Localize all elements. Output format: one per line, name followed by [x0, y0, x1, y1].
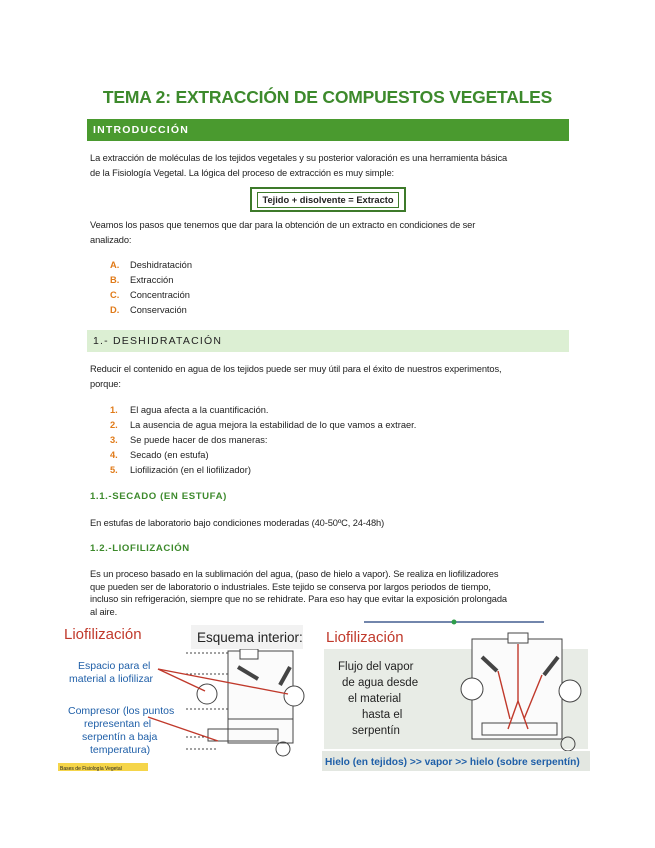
page-title: TEMA 2: EXTRACCIÓN DE COMPUESTOS VEGETALES [102, 87, 553, 107]
text-line: Es un proceso basado en la sublimación del agua, (paso de hielo a vapor). Se realiza en liofilizadores [90, 569, 499, 579]
list-item-text: La ausencia de agua mejora la estabilidad de lo que vamos a extraer. [130, 420, 417, 430]
list-marker: A. [110, 260, 120, 270]
figure-left-title: Liofilización [64, 626, 142, 643]
text-line: porque: [90, 379, 121, 389]
section-heading-introduccion: INTRODUCCIÓN [87, 119, 569, 141]
label-compresor-1: Compresor (los puntos [68, 705, 175, 717]
list-item [110, 273, 192, 288]
list-item [110, 448, 416, 463]
list-item [110, 288, 192, 303]
list-item-text: El agua afecta a la cuantificación. [130, 405, 269, 415]
list-marker: 1. [110, 405, 118, 415]
liofilizacion-paragraph [90, 568, 566, 618]
text-line: al aire. [90, 606, 118, 617]
text-line: incluso sin refrigeración, siempre que no se rehidrate. Para eso hay que evitar la exposición prolongada [90, 594, 507, 604]
label-flujo-2: de agua desde [342, 677, 419, 689]
figure-left-footer: Bases de Fisiología Vegetal [60, 766, 122, 772]
text-line: La extracción de moléculas de los tejidos vegetales y su posterior valoración es una herramienta básica [90, 153, 508, 163]
label-flujo-3: el material [348, 693, 402, 705]
points-list [110, 403, 416, 478]
deshidratacion-paragraph [90, 362, 566, 392]
text-line: que pueden ser de laboratorio o industriales. Este tejido se conserva por largos periodos de tiempo, [90, 581, 491, 592]
text-line: analizado: [90, 235, 132, 245]
list-marker: B. [110, 275, 120, 285]
label-compresor-3: serpentín a baja [82, 731, 158, 743]
figure-right-caption: Hielo (en tejidos) >> vapor >> hielo (sobre serpentín) [325, 757, 580, 768]
list-item-text: Concentración [130, 290, 190, 300]
list-marker: 4. [110, 450, 118, 460]
list-item-text: Conservación [130, 305, 187, 315]
list-marker: 5. [110, 465, 118, 475]
list-item [110, 258, 192, 273]
formula-text: Tejido + disolvente = Extracto [257, 192, 398, 208]
list-item [110, 403, 416, 418]
schema-label: Esquema interior: [197, 630, 303, 645]
list-marker: 3. [110, 435, 118, 445]
intro-paragraph-1 [90, 151, 566, 181]
formula-box [250, 187, 406, 212]
subheading-liofilizacion: 1.2.-LIOFILIZACIÓN [90, 543, 190, 554]
list-item [110, 433, 416, 448]
secado-paragraph: En estufas de laboratorio bajo condiciones moderadas (40-50ºC, 24-48h) [90, 518, 385, 528]
figure-right-svg [322, 619, 590, 772]
subheading-secado: 1.1.-SECADO (EN ESTUFA) [90, 491, 227, 502]
text-line: de la Fisiología Vegetal. La lógica del proceso de extracción es muy simple: [90, 168, 395, 178]
list-item [110, 463, 416, 478]
list-marker: C. [110, 290, 120, 300]
list-item-text: Deshidratación [130, 260, 193, 270]
list-marker: 2. [110, 420, 118, 430]
section-heading-deshidratacion: 1.- DESHIDRATACIÓN [87, 330, 569, 352]
label-flujo-4: hasta el [362, 709, 403, 721]
list-item-text: Extracción [130, 275, 174, 285]
list-item-text: Secado (en estufa) [130, 450, 209, 460]
list-item [110, 418, 416, 433]
label-compresor-4: temperatura) [90, 744, 151, 756]
list-item-text: Se puede hacer de dos maneras: [130, 435, 268, 445]
list-marker: D. [110, 305, 120, 315]
steps-list [110, 258, 192, 318]
text-line: Reducir el contenido en agua de los tejidos puede ser muy útil para el éxito de nuestros experimentos, [90, 364, 502, 374]
label-compresor-2: representan el [84, 718, 152, 730]
text-line: Veamos los pasos que tenemos que dar para la obtención de un extracto en condiciones de ser [90, 220, 476, 230]
label-material: material a liofilizar [69, 673, 154, 685]
list-item [110, 303, 192, 318]
label-espacio: Espacio para el [78, 660, 151, 672]
figure-left-svg [58, 619, 318, 772]
intro-paragraph-2 [90, 218, 566, 248]
label-flujo-5: serpentín [352, 725, 400, 737]
figure-liofilizacion-esquema [58, 619, 318, 772]
list-item-text: Liofilización (en el liofilizador) [130, 465, 251, 475]
figure-liofilizacion-flujo [322, 619, 590, 772]
figure-right-title: Liofilización [326, 629, 404, 646]
label-flujo-1: Flujo del vapor [338, 661, 414, 673]
